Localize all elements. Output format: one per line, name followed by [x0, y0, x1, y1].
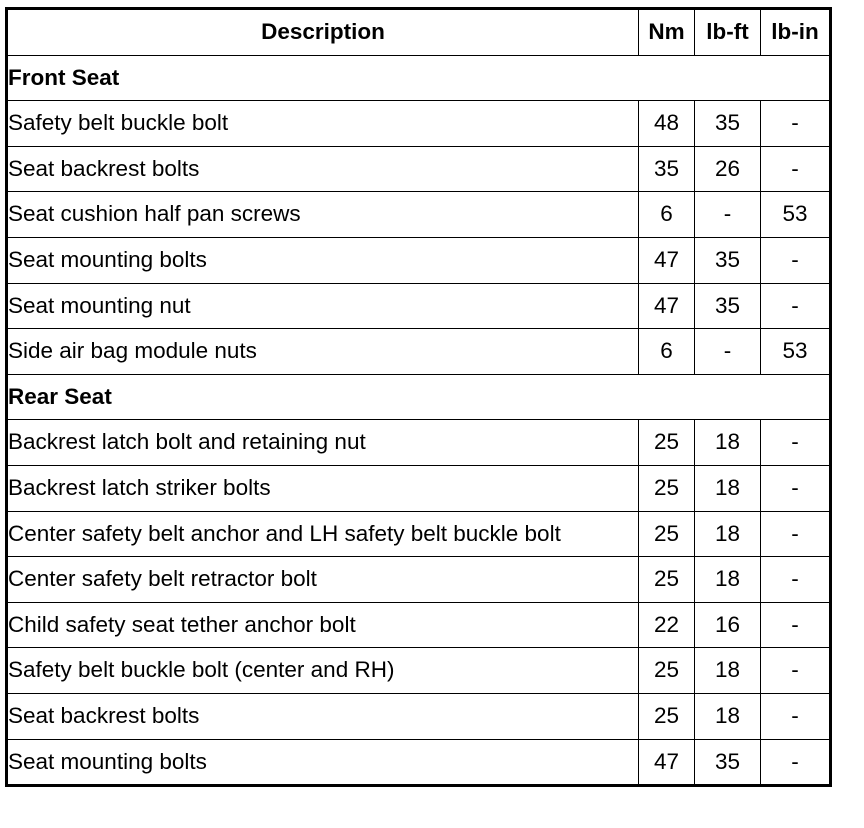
section-title: Front Seat — [7, 55, 831, 101]
table-row — [7, 557, 831, 603]
row-lbft: 35 — [695, 283, 761, 329]
row-lbin: - — [761, 420, 831, 466]
row-lbin: - — [761, 237, 831, 283]
row-lbin: - — [761, 283, 831, 329]
row-nm: 6 — [639, 192, 695, 238]
row-description: Seat mounting nut — [7, 283, 639, 329]
row-nm: 48 — [639, 101, 695, 147]
row-lbin: - — [761, 146, 831, 192]
row-nm: 47 — [639, 283, 695, 329]
row-description: Center safety belt retractor bolt — [7, 557, 639, 603]
row-nm: 25 — [639, 465, 695, 511]
table-row — [7, 329, 831, 375]
section-title: Rear Seat — [7, 374, 831, 420]
row-lbin: 53 — [761, 192, 831, 238]
table-row — [7, 237, 831, 283]
row-description: Seat cushion half pan screws — [7, 192, 639, 238]
row-lbin: - — [761, 602, 831, 648]
row-lbin: - — [761, 557, 831, 603]
row-lbin: - — [761, 511, 831, 557]
row-nm: 25 — [639, 420, 695, 466]
row-nm: 6 — [639, 329, 695, 375]
row-lbft: 35 — [695, 739, 761, 786]
row-nm: 25 — [639, 511, 695, 557]
row-nm: 22 — [639, 602, 695, 648]
row-lbin: - — [761, 465, 831, 511]
row-lbft: - — [695, 192, 761, 238]
row-description: Child safety seat tether anchor bolt — [7, 602, 639, 648]
row-lbin: - — [761, 648, 831, 694]
row-description: Center safety belt anchor and LH safety belt buckle bolt — [7, 511, 639, 557]
row-lbft: 18 — [695, 693, 761, 739]
row-nm: 25 — [639, 693, 695, 739]
row-lbft: 35 — [695, 237, 761, 283]
row-lbft: 18 — [695, 557, 761, 603]
torque-spec-table-container — [5, 7, 832, 787]
header-description: Description — [7, 9, 639, 56]
row-description: Seat backrest bolts — [7, 146, 639, 192]
row-nm: 35 — [639, 146, 695, 192]
table-row — [7, 283, 831, 329]
table-row — [7, 101, 831, 147]
row-description: Seat mounting bolts — [7, 237, 639, 283]
row-nm: 47 — [639, 739, 695, 786]
row-description: Safety belt buckle bolt (center and RH) — [7, 648, 639, 694]
row-description: Seat mounting bolts — [7, 739, 639, 786]
table-row — [7, 693, 831, 739]
row-lbft: 35 — [695, 101, 761, 147]
table-row — [7, 146, 831, 192]
row-lbin: 53 — [761, 329, 831, 375]
row-lbin: - — [761, 693, 831, 739]
section-row-rear-seat — [7, 374, 831, 420]
table-row — [7, 511, 831, 557]
row-description: Side air bag module nuts — [7, 329, 639, 375]
row-lbft: 16 — [695, 602, 761, 648]
table-row — [7, 465, 831, 511]
row-description: Seat backrest bolts — [7, 693, 639, 739]
section-row-front-seat — [7, 55, 831, 101]
row-description: Safety belt buckle bolt — [7, 101, 639, 147]
table-row — [7, 739, 831, 786]
row-description: Backrest latch bolt and retaining nut — [7, 420, 639, 466]
table-row — [7, 420, 831, 466]
row-nm: 25 — [639, 557, 695, 603]
row-description: Backrest latch striker bolts — [7, 465, 639, 511]
row-lbin: - — [761, 101, 831, 147]
torque-spec-table — [5, 7, 832, 787]
row-lbft: 18 — [695, 648, 761, 694]
header-lbin: lb-in — [761, 9, 831, 56]
table-row — [7, 648, 831, 694]
row-lbft: 18 — [695, 511, 761, 557]
row-nm: 47 — [639, 237, 695, 283]
row-lbin: - — [761, 739, 831, 786]
row-lbft: 18 — [695, 465, 761, 511]
table-row — [7, 602, 831, 648]
row-nm: 25 — [639, 648, 695, 694]
table-row — [7, 192, 831, 238]
row-lbft: - — [695, 329, 761, 375]
row-lbft: 26 — [695, 146, 761, 192]
header-lbft: lb-ft — [695, 9, 761, 56]
header-row — [7, 9, 831, 56]
row-lbft: 18 — [695, 420, 761, 466]
header-nm: Nm — [639, 9, 695, 56]
